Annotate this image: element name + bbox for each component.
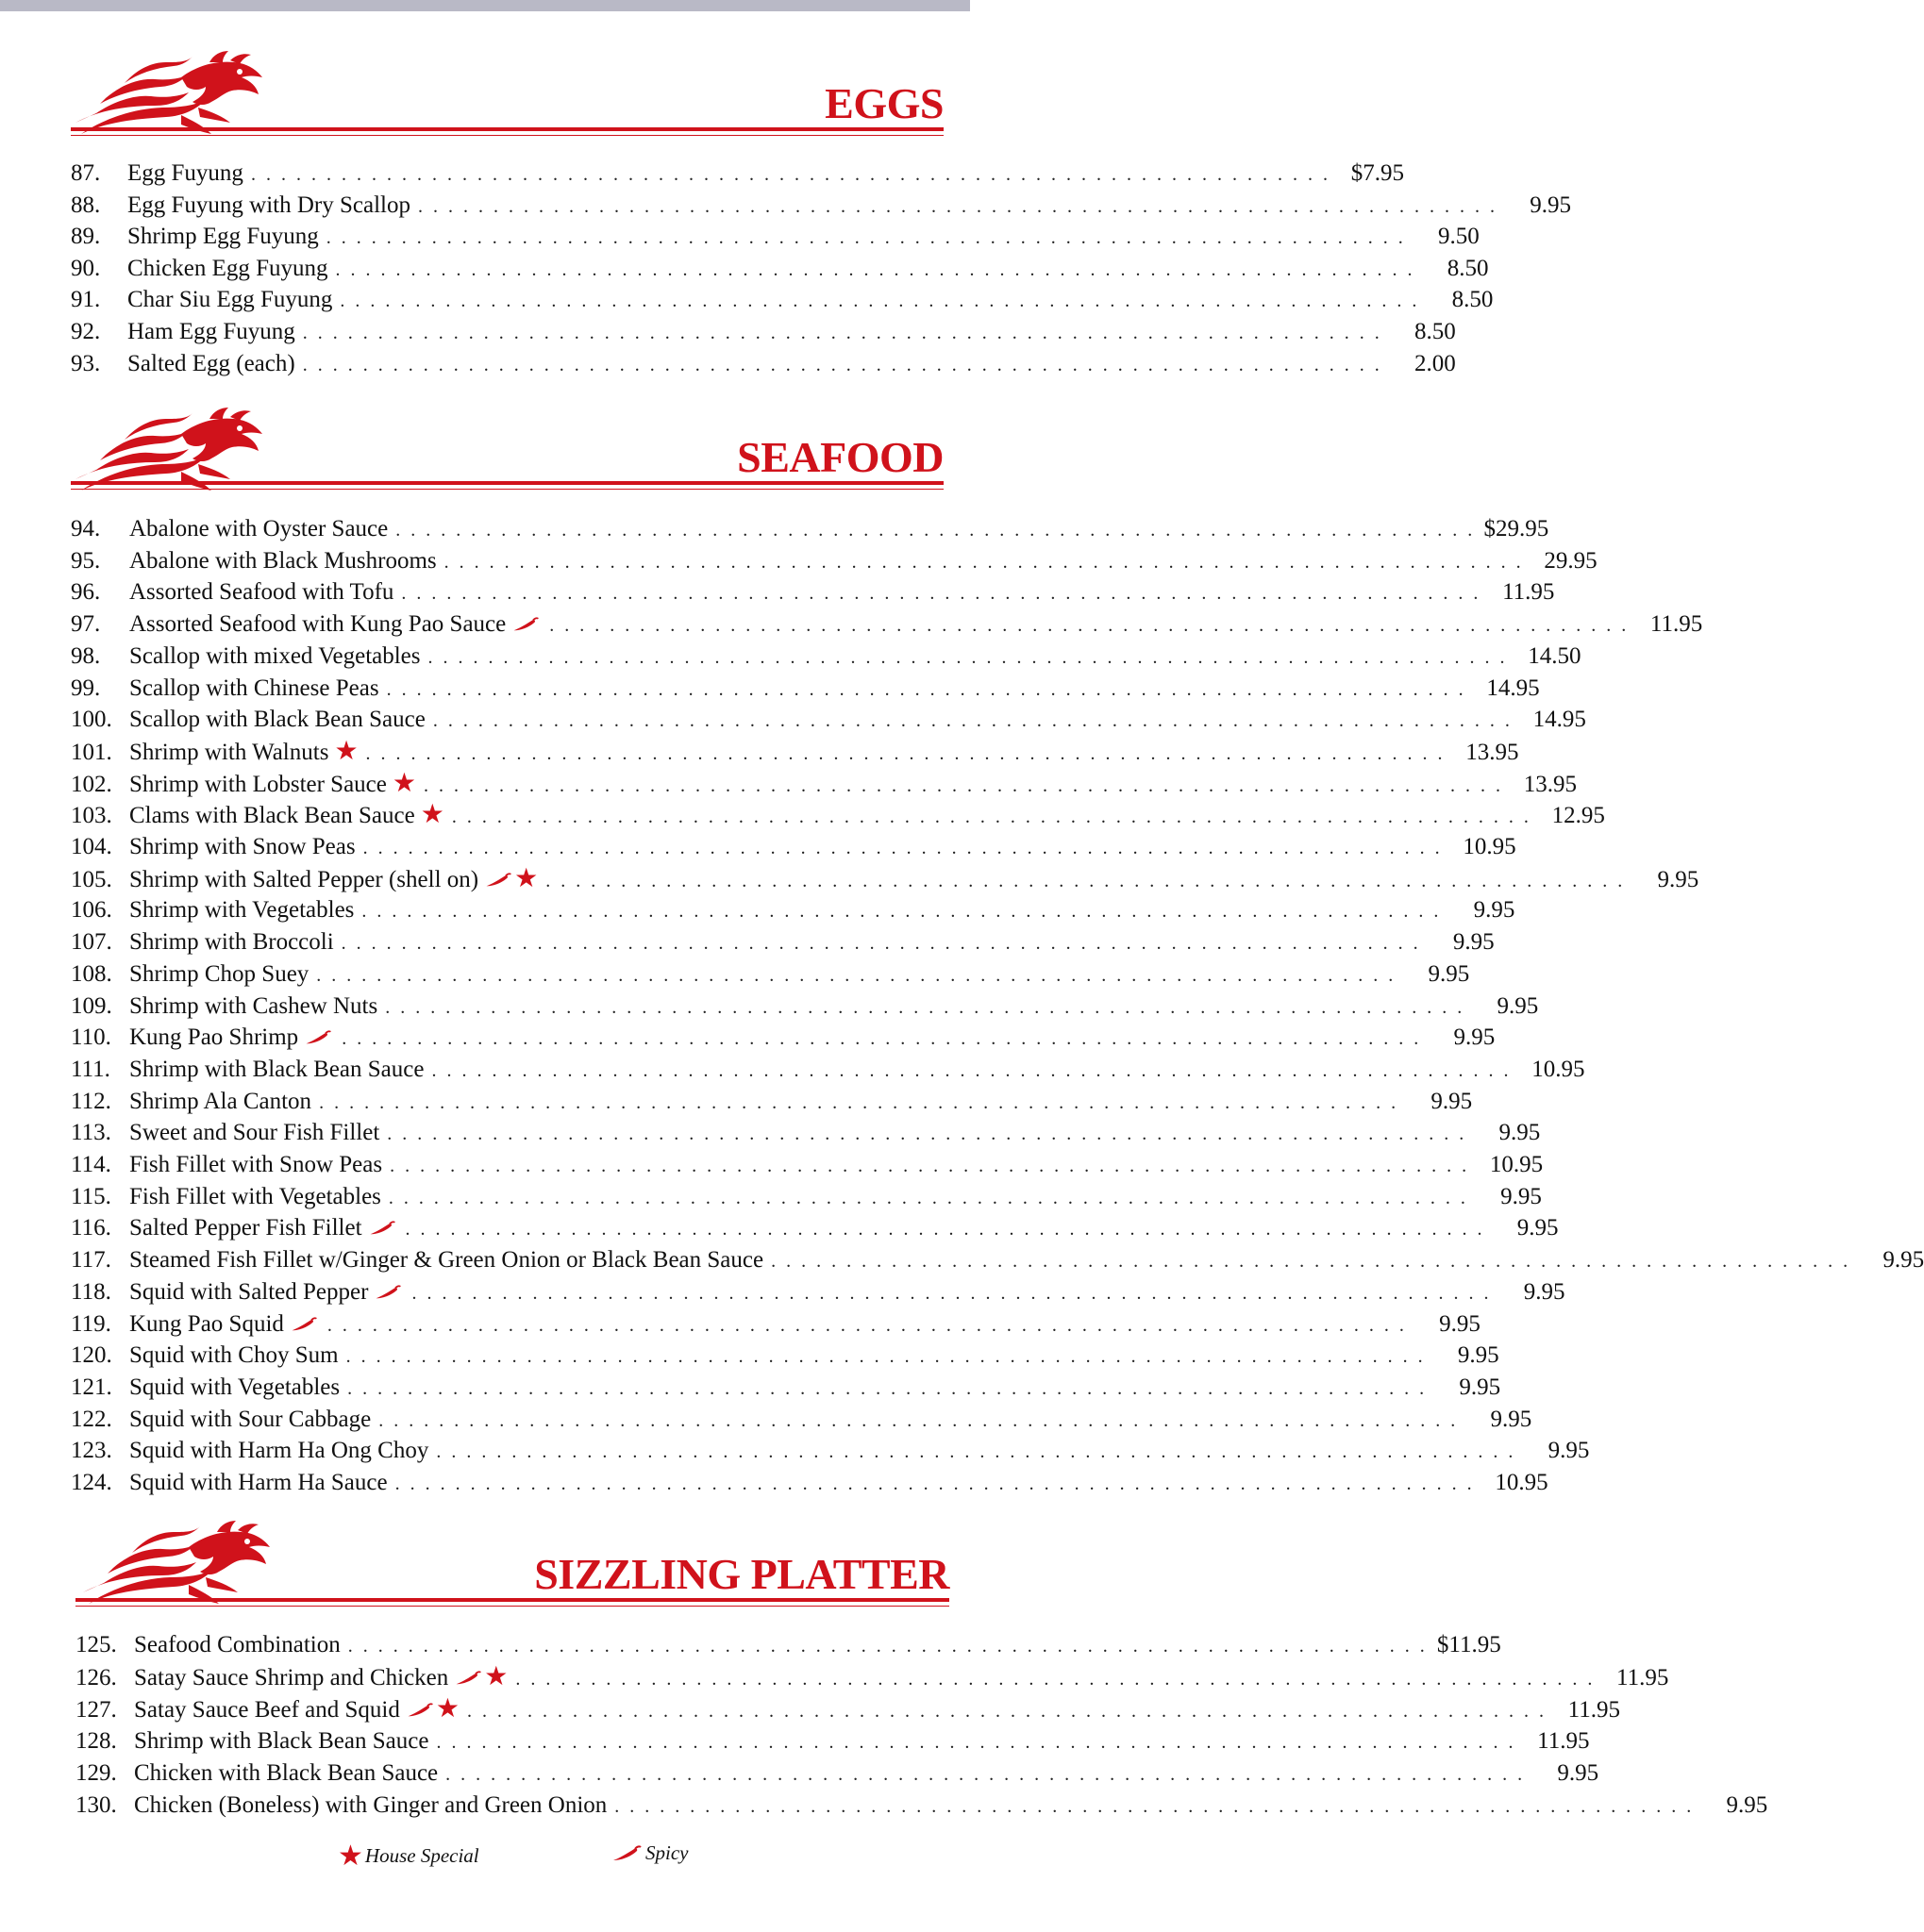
item-number: 125. xyxy=(75,1632,117,1657)
chili-pepper-icon xyxy=(406,1703,434,1718)
item-name: Shrimp with Black Bean Sauce xyxy=(129,1056,425,1082)
dot-leader: . . . . . . . . . . . . . . . . . . . . . . . . . . . . . . . . . . . . . . . . . . . . . . . . . . . . . . . . . . . . . . . . . . . . . . . . xyxy=(365,742,1446,764)
item-price: 9.95 xyxy=(1497,992,1539,1019)
dot-leader: . . . . . . . . . . . . . . . . . . . . . . . . . . . . . . . . . . . . . . . . . . . . . . . . . . . . . . . . . . . . . . . . . . . . . . . . xyxy=(411,1282,1492,1304)
dot-leader: . . . . . . . . . . . . . . . . . . . . . . . . . . . . . . . . . . . . . . . . . . . . . . . . . . . . . . . . . . . . . . . . . . . . . . . . xyxy=(432,710,1513,732)
item-number: 92. xyxy=(71,319,101,344)
item-name: Shrimp with Lobster Sauce xyxy=(129,771,387,797)
menu-item xyxy=(71,707,1586,739)
item-price: 29.95 xyxy=(1544,547,1598,574)
dot-leader: . . . . . . . . . . . . . . . . . . . . . . . . . . . . . . . . . . . . . . . . . . . . . . . . . . . . . . . . . . . . . . . . . . . . . . . . xyxy=(436,1732,1516,1753)
menu-item xyxy=(75,1662,1669,1696)
item-name: Seafood Combination xyxy=(134,1632,341,1657)
section-rule xyxy=(71,127,944,131)
section-rule-thin xyxy=(71,135,944,136)
item-name: Squid with Harm Ha Sauce xyxy=(129,1470,388,1495)
item-name: Scallop with Chinese Peas xyxy=(129,675,379,701)
item-price: 9.95 xyxy=(1428,960,1470,987)
item-marks xyxy=(374,1279,404,1306)
dot-leader: . . . . . . . . . . . . . . . . . . . . . . . . . . . . . . . . . . . . . . . . . . . . . . . . . . . . . . . . . . . . . . . . . . . . . . . . xyxy=(443,551,1524,573)
menu-item xyxy=(75,1792,1768,1824)
item-name: Sweet and Sour Fish Fillet xyxy=(129,1120,380,1146)
item-name: Kung Pao Shrimp xyxy=(129,1024,299,1051)
item-price: $11.95 xyxy=(1436,1632,1501,1657)
item-price: 11.95 xyxy=(1649,611,1703,638)
item-number: 128. xyxy=(75,1728,117,1754)
item-number: 112. xyxy=(71,1088,111,1114)
dot-leader: . . . . . . . . . . . . . . . . . . . . . . . . . . . . . . . . . . . . . . . . . . . . . . . . . . . . . . . . . . . . . . . . . . . . . . . . xyxy=(335,258,1415,280)
item-number: 127. xyxy=(75,1697,117,1723)
item-name: Satay Sauce Beef and Squid xyxy=(134,1697,400,1723)
item-price: 9.95 xyxy=(1516,1215,1559,1241)
dot-leader: . . . . . . . . . . . . . . . . . . . . . . . . . . . . . . . . . . . . . . . . . . . . . . . . . . . . . . . . . . . . . . . . . . . . . . . . xyxy=(395,520,1476,541)
item-price: 11.95 xyxy=(1567,1697,1620,1723)
item-number: 99. xyxy=(71,675,101,701)
menu-item xyxy=(71,863,1699,898)
dot-leader: . . . . . . . . . . . . . . . . . . . . . . . . . . . . . . . . . . . . . . . . . . . . . . . . . . . . . . . . . . . . . . . . . . . . . . . . xyxy=(545,870,1626,891)
legend-spicy xyxy=(611,1841,688,1865)
item-name: Assorted Seafood with Tofu xyxy=(129,579,394,606)
dot-leader: . . . . . . . . . . . . . . . . . . . . . . . . . . . . . . . . . . . . . . . . . . . . . . . . . . . . . . . . . . . . . . . . . . . . . . . . xyxy=(316,964,1397,986)
item-number: 96. xyxy=(71,579,101,606)
item-name: Fish Fillet with Snow Peas xyxy=(129,1152,383,1177)
item-price: 9.50 xyxy=(1438,224,1480,250)
item-marks xyxy=(406,1696,460,1724)
legend xyxy=(0,1840,970,1877)
section-rule xyxy=(71,481,944,485)
item-price: 14.95 xyxy=(1486,675,1540,701)
chili-pepper-icon xyxy=(368,1221,396,1236)
item-name: Char Siu Egg Fuyung xyxy=(127,287,333,313)
section-title: EGGS xyxy=(825,79,944,127)
item-number: 110. xyxy=(71,1024,111,1051)
menu-item xyxy=(71,1406,1532,1439)
item-name: Shrimp with Cashew Nuts xyxy=(129,992,378,1019)
item-name: Clams with Black Bean Sauce xyxy=(129,803,415,829)
item-name: Squid with Sour Cabbage xyxy=(129,1406,372,1432)
dot-leader: . . . . . . . . . . . . . . . . . . . . . . . . . . . . . . . . . . . . . . . . . . . . . . . . . . . . . . . . . . . . . . . . . . . . . . . . xyxy=(326,227,1406,249)
item-price: 10.95 xyxy=(1531,1056,1585,1082)
item-name: Squid with Choy Sum xyxy=(129,1342,339,1369)
item-number: 98. xyxy=(71,642,101,669)
item-name: Shrimp Ala Canton xyxy=(129,1088,312,1114)
item-number: 91. xyxy=(71,287,101,313)
item-price: $7.95 xyxy=(1350,160,1404,186)
item-name: Kung Pao Squid xyxy=(129,1310,284,1337)
item-price: 9.95 xyxy=(1548,1438,1590,1464)
item-name: Shrimp with Broccoli xyxy=(129,929,334,956)
menu-item xyxy=(71,1183,1542,1216)
dragon-logo-icon xyxy=(75,1519,274,1608)
item-price: 14.50 xyxy=(1528,642,1581,669)
chili-pepper-icon xyxy=(611,1845,642,1862)
menu-item xyxy=(71,192,1571,225)
menu-item xyxy=(71,1310,1481,1343)
item-number: 90. xyxy=(71,255,101,281)
item-number: 93. xyxy=(71,350,101,376)
chili-pepper-icon xyxy=(374,1285,402,1300)
dot-leader: . . . . . . . . . . . . . . . . . . . . . . . . . . . . . . . . . . . . . . . . . . . . . . . . . . . . . . . . . . . . . . . . . . . . . . . . xyxy=(340,291,1420,312)
item-price: 9.95 xyxy=(1453,1024,1496,1051)
item-name: Steamed Fish Fillet w/Ginger & Green Onion or Black Bean Sauce xyxy=(129,1247,764,1274)
item-price: 13.95 xyxy=(1523,771,1577,797)
dot-leader: . . . . . . . . . . . . . . . . . . . . . . . . . . . . . . . . . . . . . . . . . . . . . . . . . . . . . . . . . . . . . . . . . . . . . . . . xyxy=(515,1669,1596,1690)
dot-leader: . . . . . . . . . . . . . . . . . . . . . . . . . . . . . . . . . . . . . . . . . . . . . . . . . . . . . . . . . . . . . . . . . . . . . . . . xyxy=(614,1796,1695,1817)
menu-item xyxy=(71,929,1495,961)
item-price: 2.00 xyxy=(1414,350,1456,376)
dragon-logo-icon xyxy=(68,49,266,139)
chili-pepper-icon xyxy=(484,873,512,888)
dot-leader: . . . . . . . . . . . . . . . . . . . . . . . . . . . . . . . . . . . . . . . . . . . . . . . . . . . . . . . . . . . . . . . . . . . . . . . . xyxy=(436,1441,1516,1463)
item-number: 111. xyxy=(71,1056,110,1082)
menu-item xyxy=(75,1760,1599,1792)
menu-item xyxy=(71,960,1470,993)
item-number: 121. xyxy=(71,1374,112,1400)
menu-item xyxy=(75,1728,1590,1760)
item-number: 126. xyxy=(75,1665,117,1690)
menu-item xyxy=(71,1120,1541,1152)
star-icon: ★ xyxy=(420,800,444,830)
item-number: 115. xyxy=(71,1183,111,1209)
dot-leader: . . . . . . . . . . . . . . . . . . . . . . . . . . . . . . . . . . . . . . . . . . . . . . . . . . . . . . . . . . . . . . . . . . . . . . . . xyxy=(250,164,1330,185)
item-name: Fish Fillet with Vegetables xyxy=(129,1183,381,1209)
item-price: 10.95 xyxy=(1489,1152,1544,1177)
item-name: Shrimp with Snow Peas xyxy=(129,834,356,859)
dot-leader: . . . . . . . . . . . . . . . . . . . . . . . . . . . . . . . . . . . . . . . . . . . . . . . . . . . . . . . . . . . . . . . . . . . . . . . . xyxy=(345,1346,1426,1368)
menu-item xyxy=(71,1024,1496,1057)
item-marks xyxy=(511,611,542,638)
item-price: 9.95 xyxy=(1439,1310,1481,1337)
item-price: 9.95 xyxy=(1557,1760,1599,1786)
item-name: Shrimp with Vegetables xyxy=(129,897,355,924)
item-price: 8.50 xyxy=(1447,255,1489,281)
dot-leader: . . . . . . . . . . . . . . . . . . . . . . . . . . . . . . . . . . . . . . . . . . . . . . . . . . . . . . . . . . . . . . . . . . . . . . . . xyxy=(387,1124,1467,1145)
dot-leader: . . . . . . . . . . . . . . . . . . . . . . . . . . . . . . . . . . . . . . . . . . . . . . . . . . . . . . . . . . . . . . . . . . . . . . . . xyxy=(445,1764,1526,1785)
item-number: 114. xyxy=(71,1152,111,1177)
dot-leader: . . . . . . . . . . . . . . . . . . . . . . . . . . . . . . . . . . . . . . . . . . . . . . . . . . . . . . . . . . . . . . . . . . . . . . . . xyxy=(466,1701,1547,1722)
item-number: 104. xyxy=(71,834,112,859)
menu-item xyxy=(71,516,1549,548)
item-marks xyxy=(368,1215,398,1241)
item-price: 9.95 xyxy=(1457,1342,1499,1369)
top-scan-border xyxy=(0,0,970,11)
menu-item xyxy=(71,736,1519,771)
item-name: Shrimp with Walnuts xyxy=(129,739,329,765)
menu-item xyxy=(71,224,1480,256)
item-name: Shrimp with Black Bean Sauce xyxy=(134,1728,429,1754)
item-number: 105. xyxy=(71,866,112,892)
item-number: 97. xyxy=(71,611,101,638)
menu-item xyxy=(71,897,1515,929)
dot-leader: . . . . . . . . . . . . . . . . . . . . . . . . . . . . . . . . . . . . . . . . . . . . . . . . . . . . . . . . . . . . . . . . . . . . . . . . xyxy=(394,1474,1475,1494)
legend-house-special xyxy=(338,1840,479,1873)
item-price: 9.95 xyxy=(1882,1247,1924,1274)
menu-item xyxy=(71,160,1404,192)
menu-item xyxy=(71,547,1598,580)
dot-leader: . . . . . . . . . . . . . . . . . . . . . . . . . . . . . . . . . . . . . . . . . . . . . . . . . . . . . . . . . . . . . . . . . . . . . . . . xyxy=(378,1409,1459,1431)
dot-leader: . . . . . . . . . . . . . . . . . . . . . . . . . . . . . . . . . . . . . . . . . . . . . . . . . . . . . . . . . . . . . . . . . . . . . . . . xyxy=(326,1314,1407,1336)
dot-leader: . . . . . . . . . . . . . . . . . . . . . . . . . . . . . . . . . . . . . . . . . . . . . . . . . . . . . . . . . . . . . . . . . . . . . . . . xyxy=(424,774,1503,796)
menu-item xyxy=(71,1088,1473,1121)
chili-pepper-icon xyxy=(290,1317,318,1332)
item-price: 14.95 xyxy=(1532,707,1586,733)
item-number: 124. xyxy=(71,1470,112,1495)
item-price: 9.95 xyxy=(1523,1278,1565,1305)
item-name: Salted Pepper Fish Fillet xyxy=(129,1215,362,1241)
menu-item xyxy=(71,287,1494,319)
item-price: 11.95 xyxy=(1502,579,1555,606)
item-price: 9.95 xyxy=(1498,1120,1541,1146)
section-title: SIZZLING PLATTER xyxy=(534,1550,949,1598)
dot-leader: . . . . . . . . . . . . . . . . . . . . . . . . . . . . . . . . . . . . . . . . . . . . . . . . . . . . . . . . . . . . . . . . . . . . . . . . xyxy=(418,195,1497,217)
item-price: 9.95 xyxy=(1726,1792,1768,1818)
dot-leader: . . . . . . . . . . . . . . . . . . . . . . . . . . . . . . . . . . . . . . . . . . . . . . . . . . . . . . . . . . . . . . . . . . . . . . . . xyxy=(341,933,1421,955)
dot-leader: . . . . . . . . . . . . . . . . . . . . . . . . . . . . . . . . . . . . . . . . . . . . . . . . . . . . . . . . . . . . . . . . . . . . . . . . xyxy=(347,1377,1428,1399)
menu-item xyxy=(71,255,1489,288)
menu-item xyxy=(71,642,1581,675)
item-price: 12.95 xyxy=(1551,803,1605,829)
item-number: 103. xyxy=(71,803,112,829)
dot-leader: . . . . . . . . . . . . . . . . . . . . . . . . . . . . . . . . . . . . . . . . . . . . . . . . . . . . . . . . . . . . . . . . . . . . . . . . xyxy=(451,807,1531,828)
item-name: Shrimp Chop Suey xyxy=(129,960,310,987)
item-number: 100. xyxy=(71,707,112,733)
item-name: Squid with Salted Pepper xyxy=(129,1278,369,1305)
dot-leader: . . . . . . . . . . . . . . . . . . . . . . . . . . . . . . . . . . . . . . . . . . . . . . . . . . . . . . . . . . . . . . . . . . . . . . . . xyxy=(385,996,1465,1018)
item-number: 109. xyxy=(71,992,112,1019)
menu-item xyxy=(71,1438,1590,1470)
item-price: 9.95 xyxy=(1530,192,1571,218)
menu-item xyxy=(71,1278,1565,1311)
menu-item xyxy=(71,350,1456,383)
item-marks xyxy=(454,1664,508,1691)
item-number: 120. xyxy=(71,1342,112,1369)
dot-leader: . . . . . . . . . . . . . . . . . . . . . . . . . . . . . . . . . . . . . . . . . . . . . . . . . . . . . . . . . . . . . . . . . . . . . . . . xyxy=(401,583,1481,605)
dot-leader: . . . . . . . . . . . . . . . . . . . . . . . . . . . . . . . . . . . . . . . . . . . . . . . . . . . . . . . . . . . . . . . . . . . . . . . . xyxy=(361,901,1442,923)
item-price: 11.95 xyxy=(1537,1728,1590,1754)
item-number: 106. xyxy=(71,897,112,924)
item-marks xyxy=(392,768,416,798)
item-name: Abalone with Black Mushrooms xyxy=(129,547,437,574)
menu-item xyxy=(71,675,1540,708)
item-price: 9.95 xyxy=(1490,1406,1532,1432)
menu-item xyxy=(71,1374,1501,1407)
item-number: 130. xyxy=(75,1792,117,1818)
item-price: 9.95 xyxy=(1500,1183,1542,1209)
menu-item xyxy=(71,1470,1548,1502)
section-rule-thin xyxy=(71,489,944,490)
item-name: Assorted Seafood with Kung Pao Sauce xyxy=(129,611,507,638)
menu-item xyxy=(71,1152,1544,1184)
item-marks xyxy=(334,736,359,766)
dot-leader: . . . . . . . . . . . . . . . . . . . . . . . . . . . . . . . . . . . . . . . . . . . . . . . . . . . . . . . . . . . . . . . . . . . . . . . . xyxy=(405,1219,1485,1241)
menu-item xyxy=(71,1056,1585,1089)
dot-leader: . . . . . . . . . . . . . . . . . . . . . . . . . . . . . . . . . . . . . . . . . . . . . . . . . . . . . . . . . . . . . . . . . . . . . . . . xyxy=(302,354,1382,375)
item-name: Abalone with Oyster Sauce xyxy=(129,516,389,541)
item-price: 8.50 xyxy=(1414,319,1456,344)
chili-pepper-icon xyxy=(511,617,540,632)
menu-item xyxy=(71,768,1577,803)
item-price: 10.95 xyxy=(1495,1470,1548,1495)
item-number: 107. xyxy=(71,929,112,956)
item-name: Shrimp Egg Fuyung xyxy=(127,224,319,250)
menu-item xyxy=(71,1247,1924,1279)
section-title: SEAFOOD xyxy=(737,433,944,481)
item-price: 13.95 xyxy=(1465,739,1519,765)
item-name: Egg Fuyung with Dry Scallop xyxy=(127,192,410,218)
dot-leader: . . . . . . . . . . . . . . . . . . . . . . . . . . . . . . . . . . . . . . . . . . . . . . . . . . . . . . . . . . . . . . . . . . . . . . . . xyxy=(431,1059,1512,1081)
star-icon: ★ xyxy=(334,736,359,766)
item-price: 9.95 xyxy=(1473,897,1515,924)
item-number: 117. xyxy=(71,1247,111,1274)
item-name: Chicken Egg Fuyung xyxy=(127,255,328,281)
dot-leader: . . . . . . . . . . . . . . . . . . . . . . . . . . . . . . . . . . . . . . . . . . . . . . . . . . . . . . . . . . . . . . . . . . . . . . . . xyxy=(362,838,1443,858)
menu-item xyxy=(71,611,1703,643)
item-price: 8.50 xyxy=(1451,287,1494,313)
item-number: 129. xyxy=(75,1760,117,1786)
item-price: 9.95 xyxy=(1657,866,1699,892)
menu-item xyxy=(71,1215,1559,1247)
section-rule-thin xyxy=(75,1606,949,1607)
item-marks xyxy=(484,863,539,893)
dot-leader: . . . . . . . . . . . . . . . . . . . . . . . . . . . . . . . . . . . . . . . . . . . . . . . . . . . . . . . . . . . . . . . . . . . . . . . . xyxy=(302,323,1382,343)
item-marks xyxy=(421,802,444,829)
item-number: 108. xyxy=(71,960,112,987)
dot-leader: . . . . . . . . . . . . . . . . . . . . . . . . . . . . . . . . . . . . . . . . . . . . . . . . . . . . . . . . . . . . . . . . . . . . . . . . xyxy=(427,646,1508,668)
item-number: 94. xyxy=(71,516,101,541)
item-number: 89. xyxy=(71,224,101,250)
item-price: 9.95 xyxy=(1430,1088,1473,1114)
item-name: Squid with Harm Ha Ong Choy xyxy=(129,1438,429,1464)
item-number: 87. xyxy=(71,160,101,186)
legend-spicy-label: Spicy xyxy=(645,1841,689,1864)
section-rule xyxy=(75,1598,949,1602)
item-name: Egg Fuyung xyxy=(127,160,243,186)
legend-house-special-label: House Special xyxy=(364,1844,479,1867)
item-marks xyxy=(290,1311,320,1338)
item-name: Scallop with Black Bean Sauce xyxy=(129,707,426,733)
chili-pepper-icon xyxy=(304,1030,332,1045)
item-price: $29.95 xyxy=(1483,516,1549,541)
item-name: Satay Sauce Shrimp and Chicken xyxy=(134,1665,449,1690)
star-icon: ★ xyxy=(392,768,416,798)
menu-item xyxy=(71,992,1539,1025)
item-number: 102. xyxy=(71,771,112,797)
item-number: 101. xyxy=(71,739,112,765)
item-name: Shrimp with Salted Pepper (shell on) xyxy=(129,866,479,892)
item-number: 122. xyxy=(71,1406,112,1432)
item-marks xyxy=(304,1024,334,1051)
menu-item xyxy=(71,579,1555,611)
item-name: Salted Egg (each) xyxy=(127,350,295,376)
menu-item xyxy=(71,800,1605,834)
star-icon: ★ xyxy=(435,1694,460,1724)
dot-leader: . . . . . . . . . . . . . . . . . . . . . . . . . . . . . . . . . . . . . . . . . . . . . . . . . . . . . . . . . . . . . . . . . . . . . . . . xyxy=(388,1187,1468,1208)
item-number: 118. xyxy=(71,1278,111,1305)
menu-item xyxy=(75,1694,1620,1728)
item-price: 10.95 xyxy=(1463,834,1516,859)
item-number: 95. xyxy=(71,547,101,574)
chili-pepper-icon xyxy=(454,1671,482,1686)
item-name: Ham Egg Fuyung xyxy=(127,319,295,344)
item-number: 88. xyxy=(71,192,101,218)
item-price: 9.95 xyxy=(1452,929,1495,956)
menu-item xyxy=(71,1342,1499,1374)
star-icon: ★ xyxy=(514,863,539,893)
item-number: 113. xyxy=(71,1120,111,1146)
star-icon: ★ xyxy=(484,1662,509,1691)
dot-leader: . . . . . . . . . . . . . . . . . . . . . . . . . . . . . . . . . . . . . . . . . . . . . . . . . . . . . . . . . . . . . . . . . . . . . . . . xyxy=(342,1028,1422,1050)
dot-leader: . . . . . . . . . . . . . . . . . . . . . . . . . . . . . . . . . . . . . . . . . . . . . . . . . . . . . . . . . . . . . . . . . . . . . . . . xyxy=(549,615,1630,637)
dot-leader: . . . . . . . . . . . . . . . . . . . . . . . . . . . . . . . . . . . . . . . . . . . . . . . . . . . . . . . . . . . . . . . . . . . . . . . . xyxy=(771,1251,1851,1273)
menu-item xyxy=(75,1632,1501,1664)
item-number: 123. xyxy=(71,1438,112,1464)
item-name: Scallop with mixed Vegetables xyxy=(129,642,421,669)
item-price: 11.95 xyxy=(1616,1665,1669,1690)
item-number: 119. xyxy=(71,1310,111,1337)
star-icon: ★ xyxy=(338,1840,363,1872)
menu-item xyxy=(71,834,1516,866)
dot-leader: . . . . . . . . . . . . . . . . . . . . . . . . . . . . . . . . . . . . . . . . . . . . . . . . . . . . . . . . . . . . . . . . . . . . . . . . xyxy=(319,1091,1399,1113)
dot-leader: . . . . . . . . . . . . . . . . . . . . . . . . . . . . . . . . . . . . . . . . . . . . . . . . . . . . . . . . . . . . . . . . . . . . . . . . xyxy=(386,678,1466,700)
dot-leader: . . . . . . . . . . . . . . . . . . . . . . . . . . . . . . . . . . . . . . . . . . . . . . . . . . . . . . . . . . . . . . . . . . . . . . . . xyxy=(347,1636,1428,1657)
dot-leader: . . . . . . . . . . . . . . . . . . . . . . . . . . . . . . . . . . . . . . . . . . . . . . . . . . . . . . . . . . . . . . . . . . . . . . . . xyxy=(390,1156,1470,1176)
item-name: Chicken (Boneless) with Ginger and Green Onion xyxy=(134,1792,608,1818)
item-name: Chicken with Black Bean Sauce xyxy=(134,1760,439,1786)
item-name: Squid with Vegetables xyxy=(129,1374,341,1400)
item-price: 9.95 xyxy=(1459,1374,1501,1400)
item-number: 116. xyxy=(71,1215,111,1241)
menu-item xyxy=(71,319,1456,351)
